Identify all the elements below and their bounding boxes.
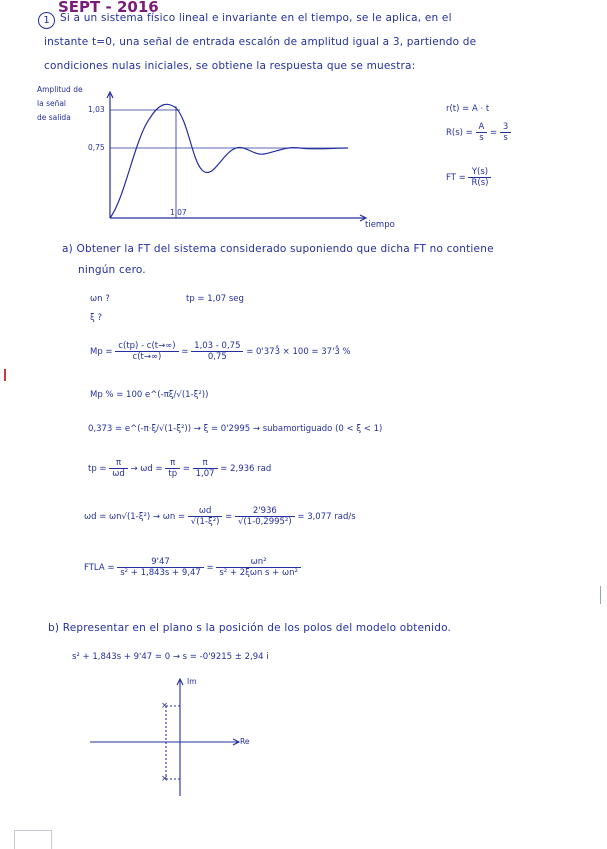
figure-y-peak-label: 1,03 (88, 105, 105, 114)
figure-y-final-label: 0,75 (88, 143, 105, 152)
figure-xlabel: tiempo (365, 220, 395, 230)
exam-date-title: SEPT - 2016 (58, 0, 159, 16)
imag-axis-label: Im (187, 677, 197, 686)
figure-ylabel-2: la señal (37, 99, 67, 108)
real-axis-label: Re (240, 737, 250, 746)
s-plane-plot (80, 676, 260, 806)
laplace-frac-2: $\frac{3}{s}$ (500, 122, 511, 143)
figure-x-peak-label: 1,07 (170, 208, 187, 217)
unknown-xi: ξ ? (90, 313, 102, 323)
laplace-input-formula: R(s) = $\frac{A}{s}$ = $\frac{3}{s}$ (446, 122, 511, 143)
laplace-frac-1: $\frac{A}{s}$ (476, 122, 488, 143)
pole-marker-upper: × (161, 701, 169, 711)
right-margin-mark (600, 586, 605, 604)
statement-line-3: condiciones nulas iniciales, se obtiene la respuesta que se muestra: (44, 60, 416, 72)
transfer-function-definition: FT = $\frac{Y(s)}{R(s)}$ (446, 167, 491, 188)
mp-frac-1: $\frac{c(tp) - c(t\to\infty)}{c(t\to\infty)}$ (115, 341, 178, 362)
response-curve (110, 104, 348, 218)
figure-ylabel-3: de salida (37, 113, 71, 122)
ftla-frac-1: $\frac{9'47}{\text{s² + 1,843s + 9,47}}$ (117, 557, 204, 578)
peak-time-given: tp = 1,07 seg (186, 294, 244, 304)
statement-line-2: instante t=0, una señal de entrada escalón de amplitud igual a 3, partiendo de (44, 36, 477, 48)
wd-frac-2: $\frac{\pi}{1,07}$ (193, 458, 218, 479)
open-loop-transfer-function: FTLA = $\frac{9'47}{\text{s² + 1,843s + 9,47}}$ = $\frac{\text{ωn²}}{\text{s² + 2ξωn s + ωn²}}$ (84, 557, 301, 578)
poles-equation: s² + 1,843s + 9'47 = 0 → s = -0'9215 ± 2,94 i (72, 652, 269, 662)
ftla-frac-2: $\frac{\text{ωn²}}{\text{s² + 2ξωn s + ωn²}}$ (216, 557, 301, 578)
statement-line-1: Si a un sistema físico lineal e invariante en el tiempo, se le aplica, en el (60, 12, 452, 24)
overshoot-percent-formula: Mp % = 100 e^(-πξ/√(1-ξ²)) (90, 390, 209, 400)
overshoot-equation: Mp = $\frac{c(tp) - c(t\to\infty)}{c(t\to\infty)}$ = $\frac{1,03 - 0,75}{0,75}$ = 0'373̂ × 100 = 37'3̂ % (90, 341, 351, 362)
figure-ylabel-1: Amplitud de (37, 85, 83, 94)
ft-frac: $\frac{Y(s)}{R(s)}$ (468, 167, 491, 188)
step-response-plot (80, 88, 440, 238)
margin-red-mark (4, 369, 6, 381)
wn-frac-2: $\frac{2'936}{\text{√(1-0,2995²)}}$ (235, 506, 295, 527)
tp-frac: $\frac{\pi}{\omega d}$ (109, 458, 128, 479)
page-corner-box (14, 830, 52, 849)
laplace-input-lhs: R(s) = (446, 128, 473, 138)
wd-frac-1: $\frac{\pi}{tp}$ (165, 458, 180, 479)
input-signal-formula: r(t) = A · t (446, 104, 490, 114)
damped-frequency-equation: tp = $\frac{\pi}{\omega d}$ → ωd = $\frac{\pi}{tp}$ = $\frac{\pi}{1,07}$ = 2,936 rad (88, 458, 272, 479)
question-number: 1 (38, 12, 55, 29)
unknown-wn: ωn ? (90, 294, 110, 304)
mp-frac-2: $\frac{1,03 - 0,75}{0,75}$ (191, 341, 243, 362)
part-b-text: b) Representar en el plano s la posición de los polos del modelo obtenido. (48, 622, 452, 634)
part-a-text-2: ningún cero. (78, 264, 146, 276)
wn-frac-1: $\frac{\omega d}{\text{√(1-ξ²)}}$ (188, 506, 223, 527)
pole-marker-lower: × (161, 774, 169, 784)
natural-frequency-equation: ωd = ωn√(1-ξ²) → ωn = $\frac{\omega d}{\text{√(1-ξ²)}}$ = $\frac{2'936}{\text{√(1-0,2995²)}}$ = 3,077 rad/s (84, 506, 356, 527)
part-b-label: b) (48, 622, 60, 634)
part-a-label: a) (62, 243, 73, 255)
damping-ratio-line: 0,373 = e^(-π·ξ/√(1-ξ²)) → ξ = 0'2995 → subamortiguado (0 < ξ < 1) (88, 424, 383, 434)
question-number-badge (38, 8, 55, 29)
part-a-text-1: a) Obtener la FT del sistema considerado suponiendo que dicha FT no contiene (62, 243, 494, 255)
